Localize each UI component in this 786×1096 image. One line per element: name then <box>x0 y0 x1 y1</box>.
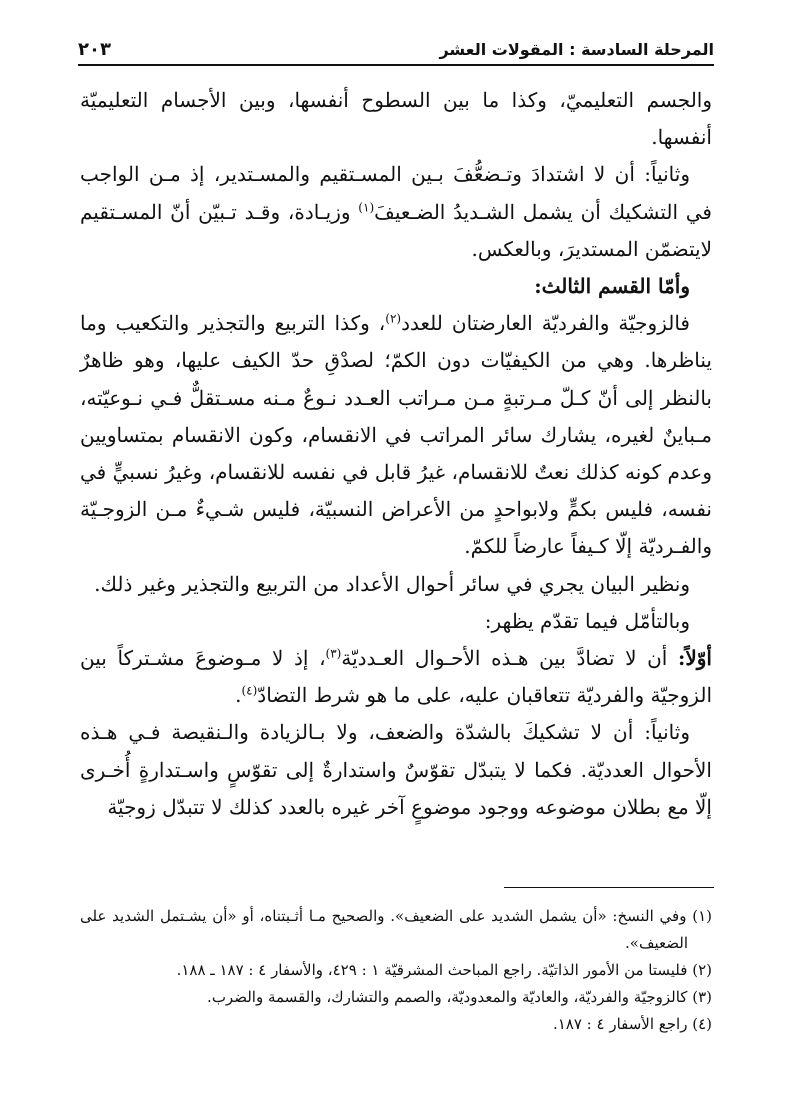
paragraph-6 <box>80 640 712 714</box>
footnote-ref-3[interactable]: (٣) <box>325 646 342 661</box>
footnote-4: (٤) راجع الأسفار ٤ : ١٨٧. <box>552 1015 712 1033</box>
footnote-divider <box>504 887 714 888</box>
footnotes <box>80 903 712 1038</box>
paragraph-6-text-c: . <box>235 683 242 708</box>
paragraph-6-lead: أوّلاً: <box>677 646 712 671</box>
paragraph-2 <box>80 156 712 268</box>
paragraph-3-text-a: فالزوجيّة والفرديّة العارضتان للعدد <box>401 311 690 336</box>
paragraph-1: والجسم التعليميّ، وكذا ما بين السطوح أنفسها، وبين الأجسام التعليميّة أنفسها. <box>80 88 713 150</box>
paragraph-2-text-a: وثانياً: أن لا اشتدادَ وتـضعُّفَ بـين المسـتقيم والمسـتدير، إذ مـن الواجب في التشكيك أن يشمل الشـديدُ الضـعيفَ <box>80 162 712 224</box>
running-header <box>78 34 714 66</box>
paragraph-2-text-b: وزيـادة، وقـد تـبيّن أنّ المسـتقيم لايتضمّن المستديرَ، وبالعكس. <box>80 199 712 261</box>
paragraph-4: ونظير البيان يجري في سائر أحوال الأعداد من التربيع والتجذير وغير ذلك. <box>94 571 690 596</box>
paragraph-5: وبالتأمّل فيما تقدّم يظهر: <box>484 608 690 633</box>
page-number: ٢٠٣ <box>78 38 111 60</box>
paragraph-3 <box>80 305 712 565</box>
header-title: المرحلة السادسة : المقولات العشر <box>439 39 714 59</box>
footnote-ref-4[interactable]: (٤) <box>241 683 258 698</box>
main-text <box>80 82 712 826</box>
footnote-1: (١) وفي النسخ: «أن يشمل الشديد على الضعيف». والصحيح مـا أثـبتناه، أو «أن يشـتمل الشديد على الضعيف». <box>80 907 712 952</box>
paragraph-3-text-b: ، وكذا التربيع والتجذير والتكعيب وما يناظرها. وهي من الكيفيّات دون الكمّ؛ لصدْقِ حدّ الكيف عليها، وهو ظاهرٌ بالنظر إلى أنّ كـلّ مـرتبةٍ مـن مـراتب العـدد نـوعٌ مـنه مسـتقلٌّ فـي نـوعيّته، مـباينٌ لغيره، يشارك سائر المراتب في الانقسام، وكون الانقسام بمتساويين وعدم كونه كذلك نعتٌ للانقسام، غيرُ قابل في نفسه للانقسام، وغيرُ نسبيٍّ في نفسه، فليس بكمٍّ ولابواحدٍ من الأعراض النسبيّة، فليس شـيءٌ مـن الزوجـيّة والفـرديّة إلّا كـيفاً عارضاً للكمّ. <box>80 311 713 559</box>
paragraph-6-text-a: أن لا تضادَّ بين هـذه الأحـوال العـدديّة <box>341 646 678 671</box>
paragraph-7: وثانياً: أن لا تشكيكَ بالشدّة والضعف، ولا بـالزيادة والـنقيصة فـي هـذه الأحوال العدديّة. فكما لا يتبدّل تقوّسٌ واستدارةٌ إلى تقوّسٍ واسـتدارةٍ أُخـرى إلّا مع بطلان موضوعه ووجود موضوعٍ آخر غيره بالعدد كذلك لا تتبدّل زوجيّة <box>80 720 712 819</box>
footnote-2: (٢) فليستا من الأمور الذاتيّة. راجع المباحث المشرقيّة ١ : ٤٢٩، والأسفار ٤ : ١٨٧ ـ ١٨٨. <box>176 961 712 979</box>
section-heading: وأمّا القسم الثالث: <box>534 274 690 299</box>
footnote-ref-2[interactable]: (٢) <box>385 311 402 326</box>
paragraph-6-text-b: ، إذ لا مـوضوعَ مشـتركاً بين الزوجيّة والفرديّة تتعاقبان عليه، على ما هو شرط التضادّ <box>80 646 712 708</box>
footnote-3: (٣) كالزوجيّة والفرديّة، والعاديّة والمعدوديّة، والصمم والتشارك، والقسمة والضرب. <box>207 988 712 1006</box>
footnote-ref-1[interactable]: (١) <box>358 199 375 214</box>
